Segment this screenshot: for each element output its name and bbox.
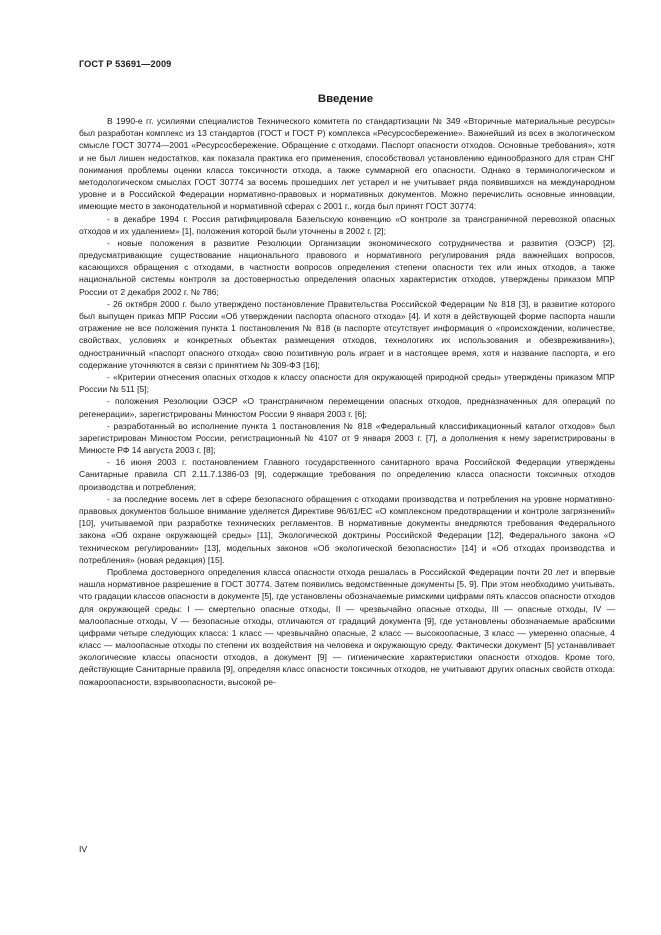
list-item: - положения Резолюции ОЭСР «О трансграничном перемещении опасных отходов, предназначенных для операций по регенерации», зарегистрированы Минюстом России 9 января 2003 г. [6];: [79, 396, 615, 419]
list-item: - разработанный во исполнение пункта 1 постановления № 818 «Федеральный классификационный каталог отходов» был зарегистрирован Минюстом России, регистрационный № 4107 от 9 января 2003 г. [7], а дополнения к нему зарегистрированы в Минюсте РФ 14 августа 2003 г. [8];: [79, 420, 615, 456]
list-item: - 26 октября 2000 г. было утверждено постановление Правительства Российской Федерации № 818 [3], в развитие которого был выпущен приказ МПР России «Об утверждении паспорта опасного отхода» [4]. И хотя в действующей форме паспорта нашли отражение не все положения пункта 1 постановления № 818 (в паспорте отсутствует информация о «происхождении, количестве, свойствах, условиях и конкретных объектах размещения отходов, технологиях их использования и обезвреживания»), одностраничный «паспорт опасного отхода» свою позитивную роль играет и в настоящее время, хотя и название паспорта, и его содержание уточняются в связи с принятием № 309-ФЗ [16];: [79, 298, 615, 370]
list-item: - в декабре 1994 г. Россия ратифицировала Базельскую конвенцию «О контроле за трансграничной перевозкой опасных отходов и их удалением» [1], положения которой были уточнены в 2002 г. [2];: [79, 213, 615, 236]
document-id-header: ГОСТ Р 53691—2009: [79, 59, 172, 69]
body-text: [79, 115, 615, 688]
intro-paragraph: В 1990-е гг. усилиями специалистов Технического комитета по стандартизации № 349 «Вторичные материальные ресурсы» был разработан комплекс из 13 стандартов (ГОСТ и ГОСТ Р) комплекса «Ресурсосбережение». Важнейший из всех в экологическом смысле ГОСТ 30774—2001 «Ресурсосбережение. Обращение с отходами. Паспорт опасности отходов. Основные требования», хотя и не был лишен недостатков, как показала практика его применения, способствовал установлению единообразного для стран СНГ понимания проблемы оценки класса токсичности отхода, а также суммарной его опасности. Однако в терминологическом и методологическом смыслах ГОСТ 30774 за восемь прошедших лет устарел и не учитывает ряда появившихся на международном уровне и в Российской Федерации нормативно-правовых и нормативных документов. Можно перечислить основные инновации, имеющие место в законодательной и нормативной сферах с 2001 г., когда был принят ГОСТ 30774:: [79, 116, 615, 212]
page-number: IV: [79, 844, 88, 854]
list-item: - за последние восемь лет в сфере безопасного обращения с отходами производства и потребления на уровне нормативно-правовых документов большое внимание уделяется Директиве 96/61/ЕС «О комплексном предотвращении и контроле загрязнений» [10], учитываемой при разработке технических регламентов. В нормативные документы внедряются требования Федерального закона «Об охране окружающей среды» [11], Экологической доктрины Российской Федерации [12], Федерального закона «О техническом регулировании» [13], модельных законов «Об экологической безопасности» [14] и «Об отходах производства и потребления» (новая редакция) [15].: [79, 493, 615, 565]
section-title: Введение: [317, 93, 374, 105]
list-item: - новые положения в развитие Резолюции Организации экономического сотрудничества и развития (ОЭСР) [2], предусматривающие существование национального правового и нормативного регулирования ряда важнейших вопросов, касающихся обращения с отходами, в частности вопросов определения степени опасности тех или иных отходов, а также национальной системы контроля за достоверностью определения опасных характеристик отходов, утверждены приказом МПР России от 2 декабря 2002 г. № 786;: [79, 237, 615, 297]
body-paragraph: Проблема достоверного определения класса опасности отхода решалась в Российской Федерации почти 20 лет и впервые нашла нормативное разрешение в ГОСТ 30774. Затем появились ведомственные документы [5, 9]. При этом необходимо учитывать, что градации классов опасности в документе [5], где установлены обозначаемые римскими цифрами пять классов опасности отходов для окружающей среды: I — смертельно опасные отходы, II — чрезвычайно опасные отходы, III — опасные отходы, IV — малоопасные отходы, V — безопасные отходы, отличаются от градаций документа [9], где установлены обозначаемые арабскими цифрами четыре следующих класса: 1 класс — чрезвычайно опасные, 2 класс — высокоопасные, 3 класс — умеренно опасные, 4 класс — малоопасные отходы по степени их воздействия на человека и окружающую среду. Фактически документ [5] устанавливает экологические классы опасности отходов, а документ [9] — гигиенические характеристики опасности отходов. Кроме того, действующие Санитарные правила [9], определяя класс опасности токсичных отходов, не учитывают других опасных свойств отхода: пожароопасности, взрывоопасности, высокой ре-: [79, 566, 615, 687]
list-item: - «Критерии отнесения опасных отходов к классу опасности для окружающей природной среды» утверждены приказом МПР России № 511 [5];: [79, 371, 615, 395]
list-item: - 16 июня 2003 г. постановлением Главного государственного санитарного врача Российской Федерации утверждены Санитарные правила СП 2.11.7.1386-03 [9], содержащие требования по определению класса опасности токсичных отходов производства и потребления;: [79, 457, 615, 492]
